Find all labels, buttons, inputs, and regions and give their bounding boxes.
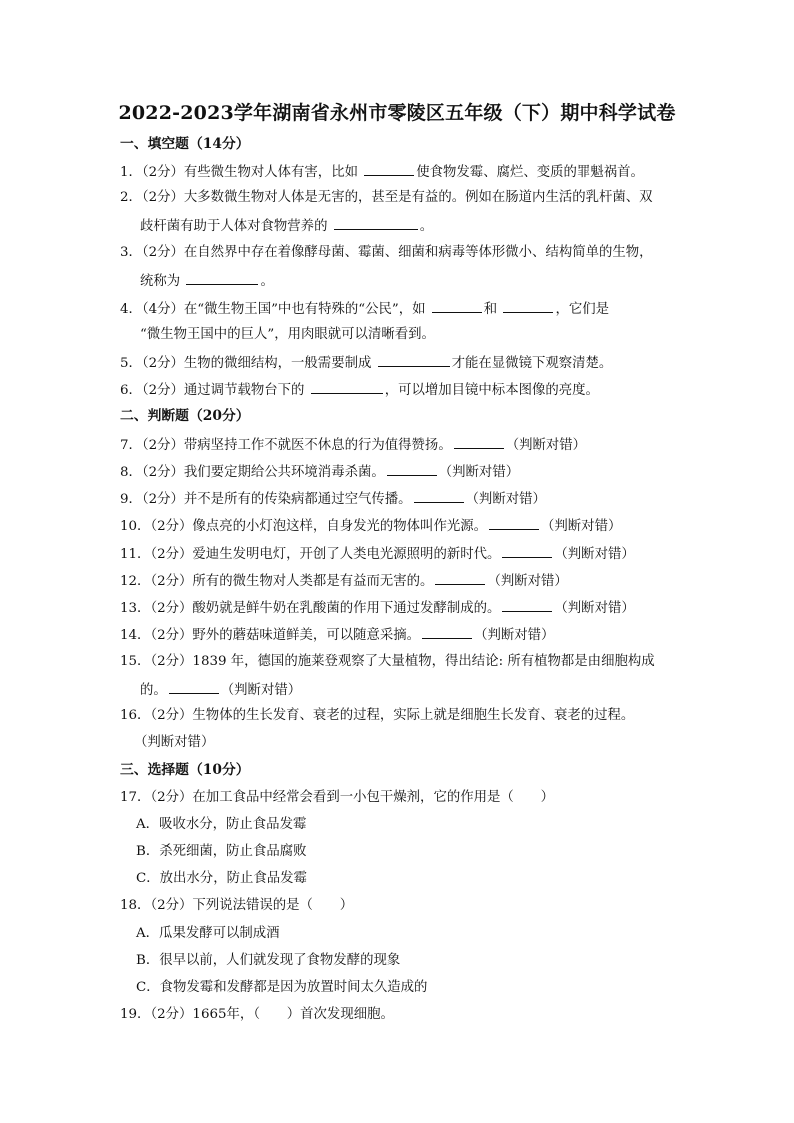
question-9-text: 9．（2分）并不是所有的传染病都通过空气传播。	[120, 492, 412, 507]
answer-blank[interactable]	[378, 352, 450, 367]
question-13-text: 13．（2分）酸奶就是鲜牛奶在乳酸菌的作用下通过发酵制成的。	[120, 601, 501, 616]
answer-blank[interactable]	[432, 298, 482, 313]
question-4-line-2: “微生物王国中的巨人”，用肉眼就可以清晰看到。	[140, 327, 435, 342]
judge-suffix: （判断对错）	[438, 465, 520, 480]
question-5-text-a: 5．（2分）生物的微细结构，一般需要制成	[120, 356, 376, 371]
question-12	[120, 570, 568, 592]
question-4-line-1	[120, 298, 609, 320]
question-17-stem: 17．（2分）在加工食品中经常会看到一小包干燥剂，它的作用是（ ）	[120, 790, 554, 805]
judge-suffix: （判断对错）	[465, 492, 546, 507]
question-11-text: 11．（2分）爱迪生发明电灯，开创了人类电光源照明的新时代。	[120, 547, 501, 562]
question-13	[120, 597, 635, 619]
section-heading-judge: 二、判断题（20分）	[120, 408, 250, 424]
answer-blank[interactable]	[311, 379, 383, 394]
page-title: 2022-2023学年湖南省永州市零陵区五年级（下）期中科学试卷	[118, 102, 676, 124]
question-16-line-1: 16．（2分）生物体的生长发育、衰老的过程，实际上就是细胞生长发育、衰老的过程。	[120, 708, 635, 723]
question-15-text-b: 的。	[140, 683, 167, 698]
question-9	[120, 488, 546, 510]
question-1-text-b: 使食物发霉、腐烂、变质的罪魁祸首。	[416, 165, 644, 180]
answer-blank[interactable]	[422, 624, 472, 639]
question-6-text-b: ，可以增加目镜中标本图像的亮度。	[384, 383, 599, 398]
question-7-text: 7．（2分）带病坚持工作不就医不休息的行为值得赞扬。	[120, 438, 452, 453]
answer-blank[interactable]	[186, 270, 258, 285]
question-11	[120, 543, 635, 565]
question-3-line-1: 3．（2分）在自然界中存在着像酵母菌、霉菌、细菌和病毒等体形微小、结构简单的生物，	[120, 245, 653, 260]
judge-suffix: （判断对错）	[554, 601, 635, 616]
question-4-text-c: ，它们是	[555, 302, 610, 317]
answer-blank[interactable]	[435, 570, 485, 585]
judge-suffix: （判断对错）	[220, 683, 302, 698]
answer-blank[interactable]	[387, 461, 437, 476]
question-8	[120, 461, 519, 483]
question-17-option-b[interactable]: B．杀死细菌，防止食品腐败	[136, 844, 307, 859]
answer-blank[interactable]	[502, 543, 552, 558]
question-18-option-b[interactable]: B．很早以前，人们就发现了食物发酵的现象	[136, 953, 401, 968]
question-10-text: 10．（2分）像点亮的小灯泡这样，自身发光的物体叫作光源。	[120, 519, 488, 534]
judge-suffix: （判断对错）	[554, 547, 635, 562]
question-15-line-1: 15．（2分）1839 年，德国的施莱登观察了大量植物，得出结论: 所有植物都是由细胞构成	[120, 654, 655, 669]
question-19-stem: 19．（2分）1665年，（ ）首次发现细胞。	[120, 1007, 394, 1022]
question-6-text-a: 6．（2分）通过调节载物台下的	[120, 383, 309, 398]
answer-blank[interactable]	[489, 515, 539, 530]
question-3-text-c: 。	[260, 274, 274, 289]
section-heading-choice: 三、选择题（10分）	[120, 762, 250, 778]
answer-blank[interactable]	[502, 597, 552, 612]
question-14	[120, 624, 554, 646]
question-2-line-2	[140, 215, 433, 237]
answer-blank[interactable]	[503, 298, 553, 313]
question-18-stem: 18．（2分）下列说法错误的是（ ）	[120, 898, 354, 913]
question-2-text-b: 歧杆菌有助于人体对食物营养的	[140, 219, 332, 234]
question-8-text: 8．（2分）我们要定期给公共环境消毒杀菌。	[120, 465, 385, 480]
answer-blank[interactable]	[364, 161, 414, 176]
question-17-option-a[interactable]: A．吸收水分，防止食品发霉	[136, 817, 307, 832]
question-1-text-a: 1．（2分）有些微生物对人体有害，比如	[120, 165, 363, 180]
question-1	[120, 161, 644, 183]
question-5-text-b: 才能在显微镜下观察清楚。	[451, 356, 613, 371]
question-5	[120, 352, 612, 374]
question-2-text-c: 。	[419, 219, 434, 234]
answer-blank[interactable]	[454, 434, 504, 449]
judge-suffix: （判断对错）	[541, 519, 622, 534]
question-4-text-a: 4．（4分）在“微生物王国”中也有特殊的“公民”，如	[120, 302, 430, 317]
question-3-line-2	[140, 270, 274, 292]
question-10	[120, 515, 621, 537]
question-18-option-c[interactable]: C．食物发霉和发酵都是因为放置时间太久造成的	[136, 980, 428, 995]
question-15-line-2	[140, 679, 301, 701]
section-heading-fill: 一、填空题（14分）	[120, 136, 250, 152]
question-17-option-c[interactable]: C．放出水分，防止食品发霉	[136, 871, 307, 886]
judge-suffix: （判断对错）	[487, 574, 568, 589]
question-18-option-a[interactable]: A．瓜果发酵可以制成酒	[136, 926, 280, 941]
question-7	[120, 434, 586, 456]
judge-suffix: （判断对错）	[474, 628, 555, 643]
question-16-line-2: （判断对错）	[134, 735, 215, 750]
question-6	[120, 379, 599, 401]
answer-blank[interactable]	[169, 679, 219, 694]
question-14-text: 14．（2分）野外的蘑菇味道鲜美，可以随意采摘。	[120, 628, 421, 643]
question-2-line-1: 2．（2分）大多数微生物对人体是无害的，甚至是有益的。例如在肠道内生活的乳杆菌、双	[120, 190, 653, 205]
answer-blank[interactable]	[334, 215, 418, 230]
question-4-text-b: 和	[483, 302, 502, 317]
question-12-text: 12．（2分）所有的微生物对人类都是有益而无害的。	[120, 574, 434, 589]
judge-suffix: （判断对错）	[505, 438, 587, 453]
question-3-text-b: 统称为	[140, 274, 185, 289]
answer-blank[interactable]	[414, 488, 464, 503]
